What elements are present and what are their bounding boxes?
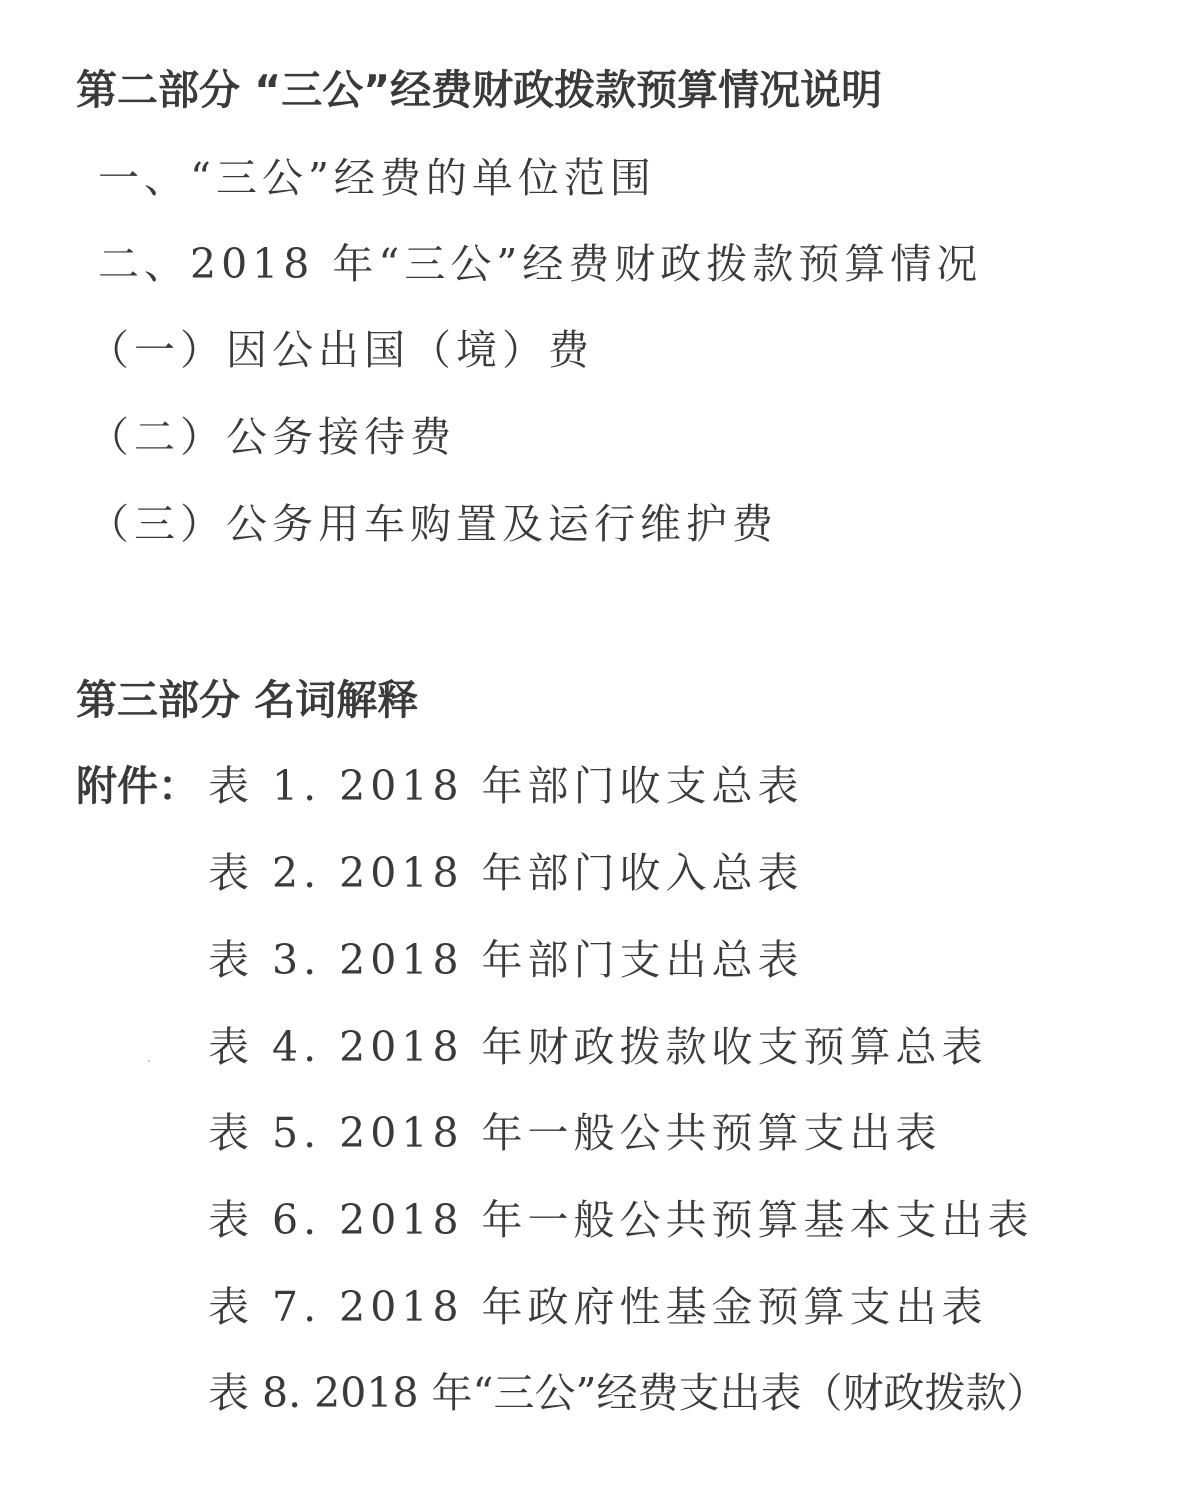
attachment-item: 表 4. 2018 年财政拨款收支预算总表	[208, 1023, 988, 1071]
attachment-item: 表 1. 2018 年部门收支总表	[208, 762, 804, 810]
part2-heading: 第二部分 “三公”经费财政拨款预算情况说明	[76, 66, 883, 114]
subsection-3-heading: （三）公务用车购置及运行维护费	[88, 500, 778, 548]
attachment-item: 表 6. 2018 年一般公共预算基本支出表	[208, 1196, 1034, 1244]
attachment-item: 表 8. 2018 年“三公”经费支出表（财政拨款）	[208, 1369, 1048, 1417]
attachment-item: 表 2. 2018 年部门收入总表	[208, 849, 804, 897]
attachment-item: 表 5. 2018 年一般公共预算支出表	[208, 1109, 942, 1157]
subsection-1-heading: （一）因公出国（境）费	[88, 326, 594, 374]
subsection-2-heading: （二）公务接待费	[88, 413, 456, 461]
scan-speck	[148, 1060, 150, 1062]
part3-heading: 第三部分 名词解释	[76, 676, 419, 724]
attachment-item: 表 3. 2018 年部门支出总表	[208, 936, 804, 984]
section-1-heading: 一、“三公”经费的单位范围	[98, 154, 656, 202]
attachments-label: 附件：	[76, 762, 199, 810]
section-2-heading: 二、2018 年“三公”经费财政拨款预算情况	[98, 240, 983, 288]
attachment-item: 表 7. 2018 年政府性基金预算支出表	[208, 1283, 988, 1331]
